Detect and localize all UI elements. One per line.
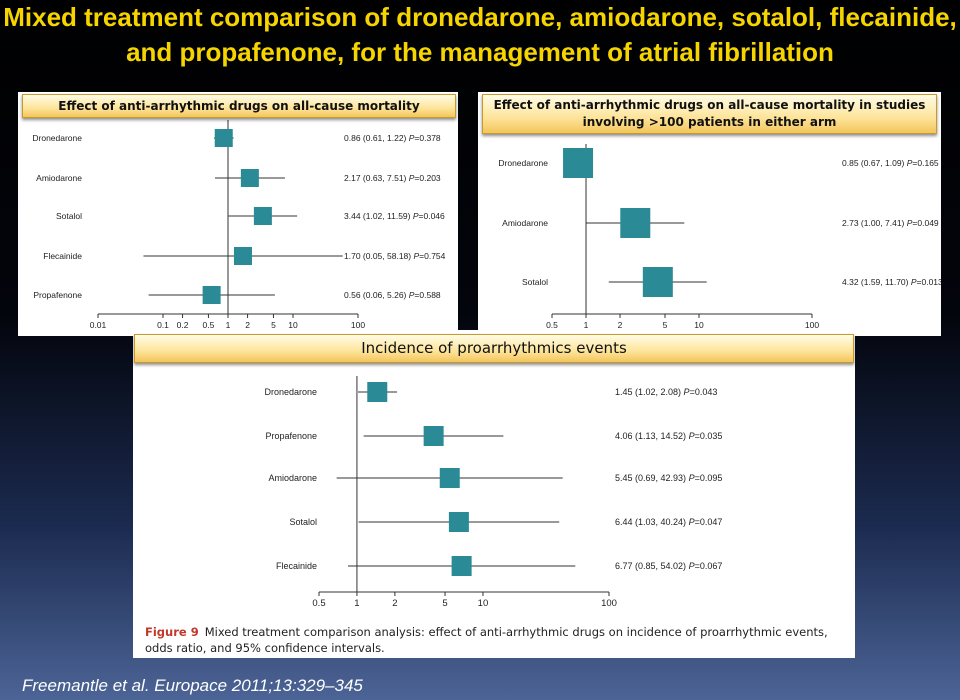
x-tick-label: 1 — [354, 598, 360, 609]
x-tick-label: 5 — [662, 320, 668, 330]
slide-title: Mixed treatment comparison of dronedarone, amiodarone, sotalol, flecainide, and propafenone, for the management of atrial fibrillation — [3, 2, 957, 67]
x-tick-label: 1 — [225, 320, 231, 330]
proarrhythmic-chart-title: Incidence of proarrhythmics events — [134, 334, 854, 363]
drug-label: Propafenone — [265, 431, 317, 441]
drug-label: Flecainide — [275, 561, 317, 571]
or-marker — [563, 148, 593, 178]
ci-text: 2.17 (0.63, 7.51) P=0.203 — [344, 173, 441, 183]
figure-caption — [145, 624, 847, 656]
drug-label: Sotalol — [56, 211, 82, 221]
or-marker — [449, 512, 469, 532]
mortality-forest-plot — [18, 92, 458, 336]
ci-text: 0.85 (0.67, 1.09) P=0.165 — [842, 158, 939, 168]
or-marker — [643, 267, 673, 297]
ci-text: 0.86 (0.61, 1.22) P=0.378 — [344, 133, 441, 143]
x-tick-label: 2 — [617, 320, 623, 330]
or-marker — [424, 426, 444, 446]
ci-text: 6.44 (1.03, 40.24) P=0.047 — [615, 517, 723, 527]
drug-label: Amiodarone — [502, 218, 548, 228]
ci-text: 3.44 (1.02, 11.59) P=0.046 — [344, 211, 445, 221]
figure-label: Figure 9 — [145, 625, 199, 639]
citation: Freemantle et al. Europace 2011;13:329–345 — [22, 676, 363, 695]
or-marker — [440, 468, 460, 488]
x-tick-label: 100 — [601, 598, 617, 609]
x-tick-label: 100 — [350, 320, 366, 330]
drug-label: Dronedarone — [264, 387, 317, 397]
or-marker — [203, 286, 221, 304]
or-marker — [254, 207, 272, 225]
or-marker — [234, 247, 252, 265]
x-tick-label: 0.2 — [176, 320, 189, 330]
ci-text: 4.32 (1.59, 11.70) P=0.013 — [842, 277, 941, 287]
x-tick-label: 0.5 — [202, 320, 215, 330]
x-tick-label: 10 — [694, 320, 704, 330]
x-tick-label: 0.5 — [312, 598, 326, 609]
mortality-chart-panel — [18, 92, 458, 336]
or-marker — [215, 129, 233, 147]
ci-text: 2.73 (1.00, 7.41) P=0.049 — [842, 218, 939, 228]
or-marker — [452, 556, 472, 576]
x-tick-label: 5 — [271, 320, 276, 330]
x-tick-label: 0.1 — [157, 320, 169, 330]
ci-text: 0.56 (0.06, 5.26) P=0.588 — [344, 290, 441, 300]
drug-label: Flecainide — [43, 251, 82, 261]
x-tick-label: 5 — [442, 598, 448, 609]
ci-text: 4.06 (1.13, 14.52) P=0.035 — [615, 431, 723, 441]
drug-label: Propafenone — [33, 290, 82, 300]
drug-label: Sotalol — [289, 517, 317, 527]
x-tick-label: 1 — [583, 320, 589, 330]
x-tick-label: 0.01 — [89, 320, 107, 330]
ci-text: 1.70 (0.05, 58.18) P=0.754 — [344, 251, 446, 261]
proarrhythmic-forest-plot — [133, 330, 855, 658]
x-tick-label: 2 — [245, 320, 250, 330]
x-tick-label: 100 — [804, 320, 820, 330]
proarrhythmic-chart-panel — [133, 330, 855, 658]
x-tick-label: 2 — [392, 598, 398, 609]
ci-text: 1.45 (1.02, 2.08) P=0.043 — [615, 387, 718, 397]
mortality-chart-title: Effect of anti-arrhythmic drugs on all-cause mortality — [22, 94, 456, 118]
or-marker — [241, 169, 259, 187]
figure-caption-text: Mixed treatment comparison analysis: effect of anti-arrhythmic drugs on incidence of proarrhythmic events, odds ratio, and 95% confidence intervals. — [145, 625, 828, 655]
x-tick-label: 10 — [288, 320, 298, 330]
drug-label: Sotalol — [522, 277, 548, 287]
x-tick-label: 0.5 — [546, 320, 558, 330]
ci-text: 5.45 (0.69, 42.93) P=0.095 — [615, 473, 723, 483]
or-marker — [367, 382, 387, 402]
drug-label: Dronedarone — [32, 133, 82, 143]
x-tick-label: 10 — [477, 598, 489, 609]
ci-text: 6.77 (0.85, 54.02) P=0.067 — [615, 561, 723, 571]
large-studies-chart-title: Effect of anti-arrhythmic drugs on all-cause mortality in studies involving >100 patients in either arm — [482, 94, 937, 134]
or-marker — [620, 208, 650, 238]
drug-label: Amiodarone — [36, 173, 82, 183]
drug-label: Amiodarone — [268, 473, 317, 483]
drug-label: Dronedarone — [498, 158, 548, 168]
